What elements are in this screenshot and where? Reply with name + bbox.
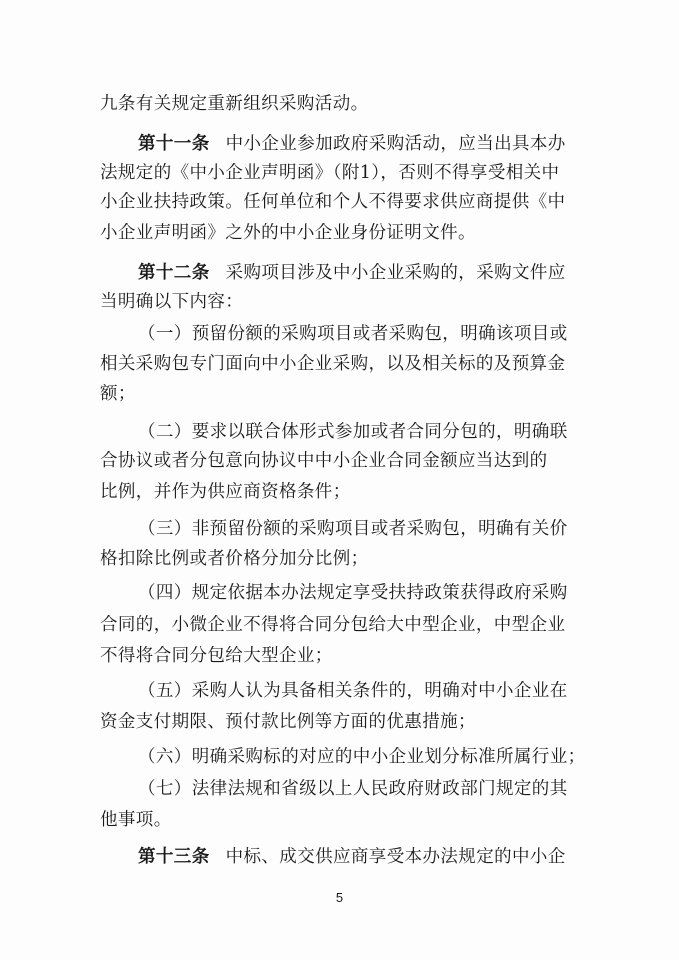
line-text: 相关采购包专门面向中小企业采购，以及相关标的及预算金	[100, 354, 566, 374]
line-text: 不得将合同分包给大型企业；	[100, 646, 333, 666]
text-line	[100, 450, 548, 472]
line-text: （二）要求以联合体形式参加或者合同分包的，明确联	[138, 422, 568, 442]
list-item-line	[138, 323, 568, 345]
line-text: （四）规定依据本办法规定享受扶持政策获得政府采购	[138, 583, 568, 603]
text-line	[100, 383, 136, 405]
line-text: （一）预留份额的采购项目或者采购包，明确该项目或	[138, 324, 568, 344]
text-line	[100, 614, 565, 636]
text-line	[100, 481, 351, 503]
line-text: （七）法律法规和省级以上人民政府财政部门规定的其	[138, 779, 568, 799]
list-item-line	[138, 680, 568, 702]
line-text: 小企业扶持政策。任何单位和个人不得要求供应商提供《中	[100, 192, 566, 212]
text-line	[100, 291, 243, 313]
line-text: 九条有关规定重新组织采购活动。	[100, 94, 369, 114]
text-line	[100, 809, 172, 831]
article-number: 第十一条	[138, 134, 210, 154]
line-text: 中标、成交供应商享受本办法规定的中小企	[225, 847, 566, 867]
article-heading-line	[138, 846, 566, 868]
list-item-line	[138, 746, 586, 768]
article-number: 第十二条	[138, 263, 210, 283]
text-line	[100, 222, 476, 244]
list-item-line	[138, 778, 568, 800]
line-text: 比例，并作为供应商资格条件；	[100, 482, 351, 502]
list-item-line	[138, 518, 568, 540]
line-text: 采购项目涉及中小企业采购的，采购文件应	[225, 263, 566, 283]
line-text: 合协议或者分包意向协议中中小企业合同金额应当达到的	[100, 451, 548, 471]
page-number: 5	[335, 890, 344, 905]
line-text: 他事项。	[100, 810, 172, 830]
line-text: （三）非预留份额的采购项目或者采购包，明确有关价	[138, 519, 568, 539]
text-line	[100, 191, 565, 213]
list-item-line	[138, 582, 568, 604]
line-text: （五）采购人认为具备相关条件的，明确对中小企业在	[138, 681, 568, 701]
line-text: 当明确以下内容：	[100, 292, 244, 312]
line-text: 合同的，小微企业不得将合同分包给大中型企业，中型企业	[100, 615, 566, 635]
text-line	[100, 711, 476, 733]
article-number: 第十三条	[138, 847, 210, 867]
text-line	[100, 353, 565, 375]
text-line	[100, 645, 333, 667]
text-line	[100, 93, 369, 115]
line-text: （六）明确采购标的对应的中小企业划分标准所属行业；	[138, 747, 586, 767]
line-text: 中小企业参加政府采购活动，应当出具本办	[225, 134, 566, 154]
article-heading-line	[138, 262, 566, 284]
list-item-line	[138, 421, 568, 443]
text-line	[100, 162, 559, 184]
line-text: 格扣除比例或者价格分加分比例；	[100, 549, 369, 569]
text-line	[100, 548, 369, 570]
line-text: 法规定的《中小企业声明函》（附1），否则不得享受相关中	[100, 163, 560, 183]
line-text: 资金支付期限、预付款比例等方面的优惠措施；	[100, 712, 476, 732]
line-text: 额；	[100, 384, 136, 404]
line-text: 小企业声明函》之外的中小企业身份证明文件。	[100, 223, 476, 243]
article-heading-line	[138, 133, 566, 155]
